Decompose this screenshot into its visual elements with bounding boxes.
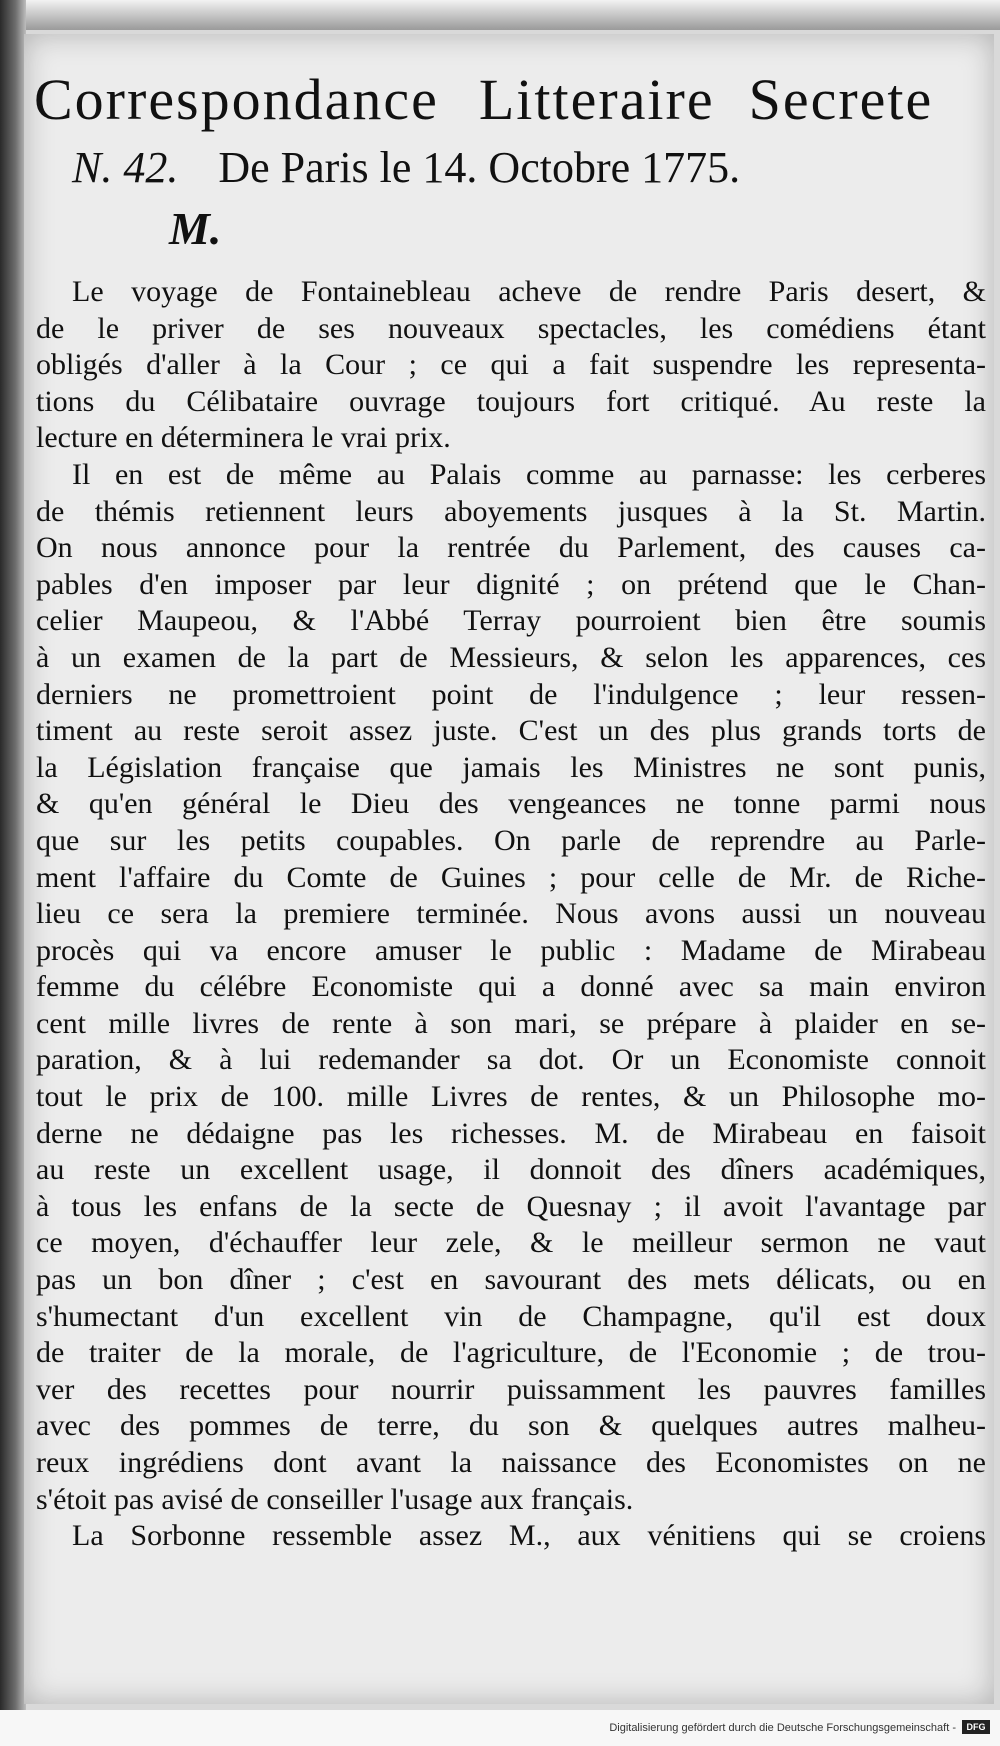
text-line: ce moyen, d'échauffer leur zele, & le meilleur sermon ne vaut [36, 1226, 986, 1260]
text-line: ment l'affaire du Comte de Guines ; pour celle de Mr. de Riche- [36, 860, 986, 894]
text-line: timent au reste seroit assez juste. C'est un des plus grands torts de [36, 714, 986, 748]
text-line: pas un bon dîner ; c'est en savourant des mets délicats, ou en [36, 1263, 986, 1297]
text-line: de thémis retiennent leurs aboyements jusques à la St. Martin. [36, 494, 986, 528]
text-line: s'humectant d'un excellent vin de Champagne, qu'il est doux [36, 1299, 986, 1333]
text-line: la Législation française que jamais les Ministres ne sont punis, [36, 750, 986, 784]
text-line: Le voyage de Fontainebleau acheve de rendre Paris desert, & [72, 275, 986, 308]
text-line: obligés d'aller à la Cour ; ce qui a fait suspendre les representa- [36, 348, 986, 382]
text-line: celier Maupeou, & l'Abbé Terray pourroient bien être soumis [36, 604, 986, 638]
issue-line [72, 142, 972, 193]
issue-number: N. 42. [72, 143, 179, 192]
text-line: & qu'en général le Dieu des vengeances ne tonne parmi nous [36, 787, 986, 821]
text-line: avec des pommes de terre, du son & quelques autres malheu- [36, 1409, 986, 1443]
text-line: au reste un excellent usage, il donnoit des dîners académiques, [36, 1153, 986, 1187]
text-line: tions du Célibataire ouvrage toujours fort critiqué. Au reste la [36, 384, 986, 418]
text-line: reux ingrédiens dont avant la naissance des Economistes on ne [36, 1446, 986, 1479]
title-word: Correspondance [34, 67, 439, 132]
text-line: cent mille livres de rente à son mari, se prépare à plaider en se- [36, 1006, 986, 1040]
text-line: à tous les enfans de la secte de Quesnay ; il avoit l'avantage par [36, 1189, 986, 1223]
text-line: derniers ne promettroient point de l'indulgence ; leur ressen- [36, 677, 986, 711]
document-page [24, 34, 994, 1704]
digitization-credit: Digitalisierung gefördert durch die Deutsche Forschungsgemeinschaft - [609, 1722, 956, 1734]
page-top-edge [0, 0, 1000, 30]
text-line: ver des recettes pour nourrir puissamment les pauvres familles [36, 1372, 986, 1406]
text-line: tout le prix de 100. mille Livres de rentes, & un Philosophe mo- [36, 1080, 986, 1114]
text-line: paration, & à lui redemander sa dot. Or un Economiste connoit [36, 1043, 986, 1077]
letter-body [36, 274, 986, 1555]
text-line: lieu ce sera la premiere terminée. Nous avons aussi un nouveau [36, 897, 986, 931]
text-line: à un examen de la part de Messieurs, & selon les apparences, ces [36, 640, 986, 674]
text-line: femme du célébre Economiste qui a donné avec sa main environ [36, 970, 986, 1004]
text-line: La Sorbonne ressemble assez M., aux vénitiens qui se croiens [72, 1519, 986, 1553]
masthead-title [34, 66, 984, 133]
text-line: derne ne dédaigne pas les richesses. M. de Mirabeau en faisoit [36, 1116, 986, 1150]
text-line: Il en est de même au Palais comme au parnasse: les cerberes [72, 457, 986, 491]
title-word: Litteraire [478, 67, 715, 132]
text-line: procès qui va encore amuser le public : Madame de Mirabeau [36, 933, 986, 967]
title-word: Secrete [748, 67, 934, 132]
text-line: de le priver de ses nouveaux spectacles, les comédiens étant [36, 311, 986, 345]
text-line: s'étoit pas avisé de conseiller l'usage aux français. [36, 1482, 634, 1516]
text-line: On nous annonce pour la rentrée du Parlement, des causes ca- [36, 531, 986, 565]
text-line: lecture en déterminera le vrai prix. [36, 421, 451, 455]
book-spine-edge [0, 0, 26, 1746]
dateline: De Paris le 14. Octobre 1775. [218, 143, 741, 192]
text-line: pables d'en imposer par leur dignité ; on prétend que le Chan- [36, 567, 986, 601]
salutation: M. [169, 203, 222, 254]
dfg-logo: DFG [962, 1720, 990, 1734]
text-line: de traiter de la morale, de l'agriculture, de l'Economie ; de trou- [36, 1336, 986, 1370]
text-line: que sur les petits coupables. On parle de reprendre au Parle- [36, 823, 986, 857]
